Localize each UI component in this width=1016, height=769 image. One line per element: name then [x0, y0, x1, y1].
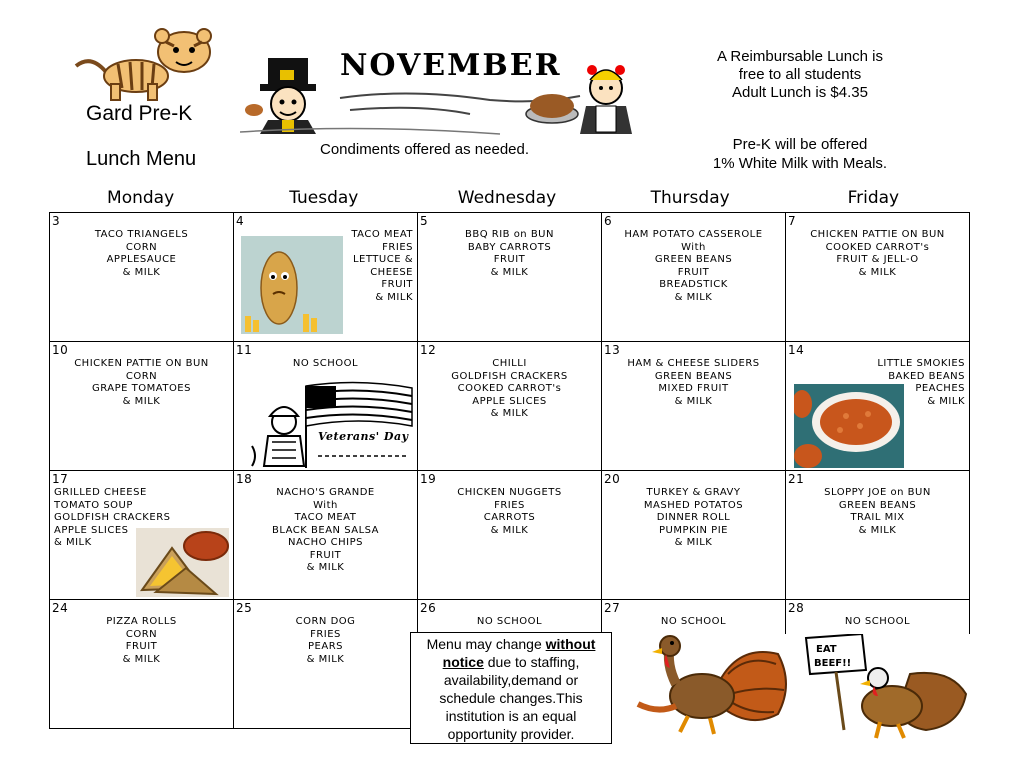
day-label: Friday [847, 188, 900, 208]
date-number: 12 [420, 343, 437, 357]
menu-items [238, 229, 413, 304]
day-label: Tuesday [289, 188, 359, 208]
info-line: 1% White Milk with Meals. [712, 155, 888, 172]
day-label: Monday [107, 188, 175, 208]
menu-items [422, 229, 597, 279]
day-label: Wednesday [457, 188, 557, 208]
menu-items [606, 358, 781, 408]
menu-item: CORN [125, 241, 158, 253]
menu-item: & MILK [674, 291, 713, 303]
menu-items [54, 358, 229, 408]
menu-change-notice [410, 632, 612, 744]
date-number: 10 [52, 343, 69, 357]
menu-item: & MILK [122, 653, 161, 665]
day-cell [234, 342, 418, 471]
grilled-cheese-icon [136, 528, 229, 597]
menu-item: & MILK [927, 395, 965, 407]
menu-item: HAM POTATO CASSEROLE [624, 229, 763, 240]
menu-item: & MILK [858, 266, 897, 278]
menu-item: APPLESAUCE [106, 254, 177, 265]
menu-items [238, 616, 413, 666]
menu-item: FRUIT [677, 266, 710, 278]
menu-item: BREADSTICK [659, 279, 728, 290]
menu-item: CARROTS [483, 512, 536, 523]
date-number: 20 [604, 472, 621, 486]
menu-item: CORN [125, 370, 158, 382]
menu-item: FRIES [494, 499, 525, 511]
menu-title: Lunch Menu [86, 148, 197, 170]
day-cell [50, 600, 234, 729]
date-number: 3 [52, 214, 61, 228]
notice-text: Menu may change [426, 636, 546, 652]
menu-item: NO SCHOOL [844, 616, 911, 627]
baked-beans-icon [794, 384, 904, 468]
menu-items [422, 616, 597, 629]
day-cell [50, 342, 234, 471]
menu-item: CORN DOG [295, 616, 356, 627]
menu-items [790, 229, 965, 279]
notice-emphasis: without notice [442, 636, 596, 670]
menu-item: FRIES [310, 628, 341, 640]
tiger-icon [66, 24, 226, 104]
info-line: Pre-K will be offered [732, 136, 868, 153]
date-number: 24 [52, 601, 69, 615]
menu-item: GREEN BEANS [654, 254, 733, 265]
menu-items [54, 616, 229, 666]
day-cell [602, 213, 786, 342]
menu-item: FRUIT [125, 641, 158, 652]
menu-item: SLOPPY JOE on BUN [824, 487, 931, 498]
menu-item: & MILK [490, 266, 529, 278]
menu-items [238, 487, 413, 575]
info-line: A Reimbursable Lunch is [717, 48, 883, 65]
menu-item: CHICKEN PATTIE ON BUN [74, 358, 209, 369]
menu-item: TOMATO SOUP [54, 499, 133, 511]
menu-item: DINNER ROLL [656, 512, 731, 523]
milk-info [690, 135, 910, 173]
menu-item: LETTUCE & [352, 254, 413, 265]
day-cell [418, 342, 602, 471]
menu-item: & MILK [858, 524, 897, 536]
menu-item: HAM & CHEESE SLIDERS [627, 358, 760, 369]
turkey-sign-icon [800, 634, 968, 744]
notice-text: due to staffing, availability,demand or schedule changes.This institution is an equal opportunity provider. [439, 654, 583, 742]
day-cell [234, 213, 418, 342]
menu-items [422, 487, 597, 537]
menu-item: FRUIT [309, 549, 342, 561]
lunch-price-info [690, 48, 910, 102]
menu-item: GOLDFISH CRACKERS [451, 370, 568, 382]
day-cell [786, 342, 970, 471]
date-number: 26 [420, 601, 437, 615]
day-cell [234, 471, 418, 600]
menu-items [606, 616, 781, 629]
menu-items [54, 229, 229, 279]
menu-item: NACHO CHIPS [287, 537, 364, 548]
menu-item: FRIES [382, 241, 413, 253]
menu-item: MIXED FRUIT [658, 383, 729, 394]
date-number: 6 [604, 214, 613, 228]
menu-item: & MILK [674, 537, 713, 548]
calendar-week [50, 213, 970, 342]
menu-item: MASHED POTATOS [643, 499, 744, 511]
menu-item: TURKEY & GRAVY [646, 487, 741, 498]
menu-item: COOKED CARROT's [457, 383, 562, 394]
menu-item: CHICKEN NUGGETS [457, 487, 562, 498]
menu-item: LITTLE SMOKIES [877, 358, 965, 369]
menu-item: GREEN BEANS [654, 370, 733, 382]
menu-item: NO SCHOOL [660, 616, 727, 627]
menu-item: FRUIT [493, 254, 526, 265]
day-cell [602, 471, 786, 600]
flag-soldier-icon [248, 376, 414, 468]
menu-item: PEACHES [915, 383, 965, 394]
day-cell [234, 600, 418, 729]
info-line: Adult Lunch is $4.35 [732, 84, 868, 101]
menu-item: With [313, 499, 338, 511]
date-number: 5 [420, 214, 429, 228]
menu-item: & MILK [490, 524, 529, 536]
menu-items [238, 358, 413, 371]
menu-item: & MILK [674, 395, 713, 407]
menu-item: TRAIL MIX [850, 512, 905, 523]
turkey-icon [618, 634, 794, 738]
menu-items [606, 229, 781, 304]
date-number: 27 [604, 601, 621, 615]
menu-item: APPLE SLICES [54, 524, 129, 536]
menu-item: BAKED BEANS [888, 370, 965, 382]
menu-item: NACHO'S GRANDE [276, 487, 375, 498]
date-number: 7 [788, 214, 797, 228]
day-cell [50, 213, 234, 342]
menu-item: GOLDFISH CRACKERS [54, 512, 171, 523]
menu-item: TACO TRIANGELS [94, 229, 189, 240]
menu-item: PUMPKIN PIE [659, 524, 728, 536]
menu-item: TACO MEAT [294, 512, 357, 523]
turkey-sign-line: EAT [816, 644, 837, 655]
menu-item: GRILLED CHEESE [54, 487, 147, 498]
month-title: NOVEMBER [340, 48, 562, 83]
menu-items [606, 487, 781, 550]
weekday-header [49, 188, 965, 208]
menu-item: & MILK [306, 562, 345, 573]
menu-item: PEARS [308, 641, 343, 652]
menu-item: BLACK BEAN SALSA [271, 524, 380, 536]
day-cell [50, 471, 234, 600]
menu-item: & MILK [54, 537, 92, 548]
menu-item: CORN [125, 628, 158, 640]
menu-item: & MILK [306, 653, 345, 665]
day-label: Thursday [650, 188, 730, 208]
turkey-sign-line: BEEF!! [814, 658, 852, 669]
day-cell [786, 471, 970, 600]
date-number: 4 [236, 214, 245, 228]
menu-item: PIZZA ROLLS [106, 616, 177, 627]
menu-item: NO SCHOOL [292, 358, 359, 369]
menu-item: GREEN BEANS [838, 499, 917, 511]
date-number: 18 [236, 472, 253, 486]
menu-item: & MILK [490, 408, 529, 419]
date-number: 19 [420, 472, 437, 486]
menu-item: COOKED CARROT's [825, 241, 930, 253]
calendar-week [50, 471, 970, 600]
date-number: 14 [788, 343, 805, 357]
veterans-label: Veterans' Day [318, 430, 409, 443]
menu-item: & MILK [122, 266, 161, 278]
date-number: 11 [236, 343, 253, 357]
date-number: 13 [604, 343, 621, 357]
menu-item: NO SCHOOL [476, 616, 543, 627]
menu-items [790, 616, 965, 629]
day-cell [602, 342, 786, 471]
menu-item: CHICKEN PATTIE ON BUN [810, 229, 945, 240]
school-name: Gard Pre-K [86, 102, 193, 125]
date-number: 28 [788, 601, 805, 615]
menu-item: CHILLI [492, 358, 527, 369]
condiments-note: Condiments offered as needed. [320, 141, 530, 158]
menu-item: GRAPE TOMATOES [92, 383, 191, 394]
menu-item: & MILK [122, 395, 161, 407]
menu-item: APPLE SLICES [472, 395, 547, 407]
date-number: 17 [52, 472, 69, 486]
menu-item: FRUIT & JELL-O [836, 254, 919, 265]
menu-item: BBQ RIB on BUN [464, 229, 554, 240]
date-number: 25 [236, 601, 253, 615]
menu-items [422, 358, 597, 421]
menu-item: With [681, 241, 706, 253]
menu-item: CHEESE [370, 266, 413, 278]
day-cell [418, 471, 602, 600]
menu-item: TACO MEAT [351, 229, 413, 240]
menu-items [790, 487, 965, 537]
date-number: 21 [788, 472, 805, 486]
day-cell [786, 213, 970, 342]
menu-item: FRUIT [381, 279, 413, 290]
info-line: free to all students [738, 66, 862, 83]
menu-item: & MILK [375, 291, 413, 303]
menu-item: BABY CARROTS [467, 241, 552, 253]
calendar-week [50, 342, 970, 471]
day-cell [418, 213, 602, 342]
